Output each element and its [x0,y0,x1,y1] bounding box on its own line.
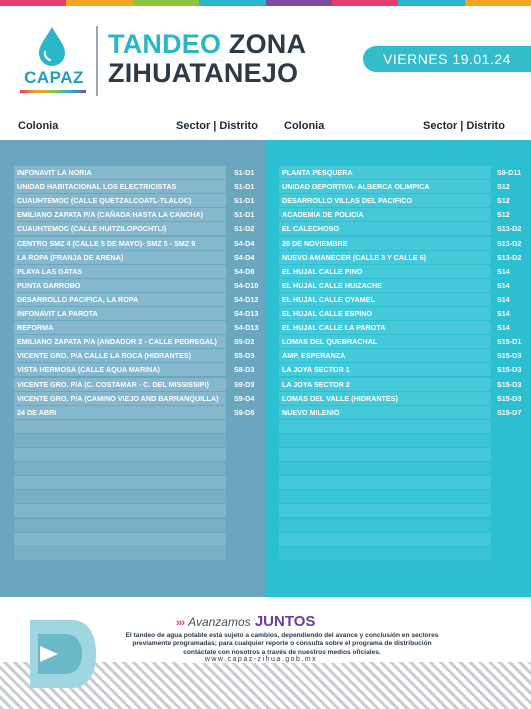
sector-code: S1-D1 [234,210,255,220]
top-bar-segment [0,0,66,6]
colonia-name: CENTRO SMZ 4 (CALLE 5 DE MAYO)- SMZ 5 - SMZ 9 [17,238,196,248]
schedule-row [14,406,268,419]
sector-code: S14 [497,266,510,276]
colonia-name: EL HUJAL CALLE HUIZACHE [282,280,382,290]
schedule-row [279,392,531,405]
schedule-row [14,237,268,250]
top-color-bar [0,0,531,6]
right-colonia-header: Colonia [284,120,325,132]
schedule-row [279,307,531,320]
slogan-arrows-icon: ››› [176,617,184,629]
date-badge: VIERNES 19.01.24 [363,46,531,72]
top-bar-segment [199,0,265,6]
schedule-row [14,335,268,348]
sector-code: S9-D11 [497,168,521,177]
colonia-name: EMILIANO ZAPATA P/A (ANDADOR 2 - CALLE PEDREGAL) [17,337,217,347]
schedule-row [279,378,531,391]
colonia-name: LOMAS DEL QUEBRACHAL [282,337,378,347]
colonia-name: LOMAS DEL VALLE (HIDRANTES) [282,393,398,403]
colonia-name: EMILIANO ZAPATA P/A (CAÑADA HASTA LA CANCHA) [17,210,204,220]
colonia-name: 24 DE ABRI [17,407,57,417]
schedule-row [279,208,531,221]
empty-row [14,476,226,489]
sector-code: S5-D3 [234,351,255,361]
empty-row [14,462,226,475]
schedule-row [14,378,268,391]
sector-code: S14 [497,309,510,318]
schedule-row [279,166,531,179]
sector-code: S13-D2 [497,252,522,262]
empty-row [14,448,226,461]
sector-code: S9-D3 [234,379,255,389]
schedule-row [14,166,268,179]
sector-code: S13-D2 [497,238,522,248]
colonia-name: INFONAVIT LA NORIA [17,168,92,177]
schedule-row [14,208,268,221]
empty-row [279,490,491,503]
empty-row [279,462,491,475]
colonia-name: NUEVO MILENIO [282,407,340,417]
empty-row [14,504,226,517]
schedule-row [279,222,531,235]
colonia-name: UNIDAD DEPORTIVA- ALBERCA OLIMPICA [282,182,430,192]
colonia-name: EL HUJAL CALLE OYAMEL [282,294,375,304]
schedule-row [279,237,531,250]
sector-code: S15-D7 [497,407,522,417]
top-bar-segment [133,0,199,6]
sector-code: S15-D3 [497,365,522,375]
sector-code: S12 [497,182,510,192]
left-schedule-panel [0,140,265,597]
schedule-row [14,222,268,235]
schedule-row [279,321,531,334]
sector-code: S4-D4 [234,252,255,262]
sector-code: S9-D8 [234,407,255,417]
sector-code: S14 [497,280,510,290]
colonia-name: LA ROPA (FRANJA DE ARENA) [17,252,124,262]
sector-code: S1-D2 [234,224,255,234]
schedule-row [14,265,268,278]
sector-code: S14 [497,323,510,333]
water-drop-icon [36,26,68,66]
title-zihuatanejo: ZIHUATANEJO [108,58,299,88]
right-schedule-panel [265,140,531,597]
colonia-name: 20 DE NOVIEMBRE [282,238,348,248]
colonia-name: LA JOYA SECTOR 1 [282,365,350,375]
colonia-name: CUAUHTEMOC (CALLE QUETZALCOATL-TLALOC) [17,196,192,206]
slogan-main: JUNTOS [254,613,316,630]
empty-row [279,519,491,532]
sector-code: S4-D13 [234,323,259,333]
schedule-row [279,335,531,348]
empty-row [279,448,491,461]
sector-code: S4-D10 [234,280,259,290]
colonia-name: LA JOYA SECTOR 2 [282,379,350,389]
empty-row [279,420,491,433]
sector-code: S15-D3 [497,351,522,361]
schedule-row [14,279,268,292]
schedule-row [279,293,531,306]
schedule-row [279,279,531,292]
schedule-row [14,321,268,334]
right-sector-header: Sector | Distrito [423,120,505,132]
disclaimer-text: El tandeo de agua potable está sujeto a cambios, dependiendo del avance y conclusión en sectores previamente programadas; para cualquier reporte o consulta sobre el programa de distribución contáctate con nosotros a través de nuestros medios oficiales. [125,632,439,656]
slogan [176,613,315,630]
empty-row [14,519,226,532]
colonia-name: DESARROLLO PACIFICA, LA ROPA [17,294,139,304]
sector-code: S4-D12 [234,294,259,304]
left-sector-header: Sector | Distrito [176,120,258,132]
sector-code: S14 [497,294,510,304]
schedule-row [279,251,531,264]
colonia-name: VICENTE GRO. P/A (CAMINO VIEJO AND BARRANQUILLA) [17,393,219,403]
schedule-row [14,194,268,207]
schedule-row [14,392,268,405]
mascot-icon [24,612,100,696]
title-tandeo: TANDEO [108,29,222,59]
colonia-name: EL HUJAL CALLE PINO [282,266,363,276]
left-colonia-header: Colonia [18,120,59,132]
colonia-name: NUEVO AMANECER (CALLE 3 Y CALLE 6) [282,252,427,262]
title-zona: ZONA [228,29,307,59]
schedule-row [279,194,531,207]
colonia-name: AMP. ESPERANZA [282,351,346,361]
empty-row [14,547,226,560]
capaz-logo [14,24,92,96]
colonia-name: EL HUJAL CALLE ESPINO [282,309,372,318]
sector-code: S15-D1 [497,337,522,347]
schedule-row [279,180,531,193]
colonia-name: UNIDAD HABITACIONAL LOS ELECTRICISTAS [17,182,177,192]
sector-code: S9-D4 [234,393,255,403]
header-divider [96,26,98,96]
schedule-row [279,406,531,419]
sector-code: S1-D1 [234,196,255,206]
colonia-name: EL HUJAL CALLE LA PAROTA [282,323,386,333]
top-bar-segment [398,0,464,6]
top-bar-segment [465,0,531,6]
colonia-name: REFORMA [17,323,54,333]
colonia-name: ACADEMIA DE POLICIA [282,210,364,220]
empty-row [279,547,491,560]
colonia-name: EL CALECHOSO [282,224,339,234]
sector-code: S15-D3 [497,379,522,389]
schedule-row [14,293,268,306]
empty-row [14,420,226,433]
sector-code: S8-D3 [234,365,255,375]
sector-code: S15-D3 [497,393,522,403]
empty-row [14,434,226,447]
logo-stripe [20,90,86,93]
sector-code: S4-D13 [234,309,259,318]
colonia-name: DESARROLLO VILLAS DEL PACIFICO [282,196,412,206]
empty-row [279,504,491,517]
logo-wordmark: CAPAZ [24,68,84,87]
schedule-row [279,265,531,278]
sector-code: S12 [497,210,510,220]
empty-row [279,476,491,489]
top-bar-segment [332,0,398,6]
top-bar-segment [266,0,332,6]
website-link[interactable]: www.capaz-zihua.gob.mx [176,656,346,663]
sector-code: S5-D2 [234,337,255,347]
colonia-name: PUNTA GARROBO [17,280,81,290]
empty-row [14,490,226,503]
top-bar-segment [66,0,132,6]
empty-row [279,533,491,546]
schedule-row [279,349,531,362]
schedule-row [14,349,268,362]
schedule-row [14,251,268,264]
schedule-row [14,180,268,193]
colonia-name: VICENTE GRO. P/A (C. COSTAMAR - C. DEL MISSISSIPI) [17,379,209,389]
colonia-name: INFONAVIT LA PAROTA [17,309,98,318]
empty-row [14,533,226,546]
empty-row [279,434,491,447]
colonia-name: PLAYA LAS GATAS [17,266,83,276]
sector-code: S4-D4 [234,238,255,248]
sector-code: S4-D9 [234,266,255,276]
sector-code: S13-D2 [497,224,522,234]
schedule-row [14,363,268,376]
colonia-name: PLANTA PESQUERA [282,168,353,177]
page-title [108,30,306,88]
colonia-name: VICENTE GRO. P/A CALLE LA ROCA (HIDRANTES) [17,351,192,361]
sector-code: S12 [497,196,510,206]
sector-code: S1-D1 [234,168,255,177]
colonia-name: VISTA HERMOSA (CALLE AQUA MARINA) [17,365,160,375]
schedule-row [14,307,268,320]
slogan-prefix: Avanzamos [188,615,251,629]
colonia-name: CUAUHTEMOC (CALLE HUITZILOPOCHTLI) [17,224,167,234]
sector-code: S1-D1 [234,182,255,192]
schedule-row [279,363,531,376]
